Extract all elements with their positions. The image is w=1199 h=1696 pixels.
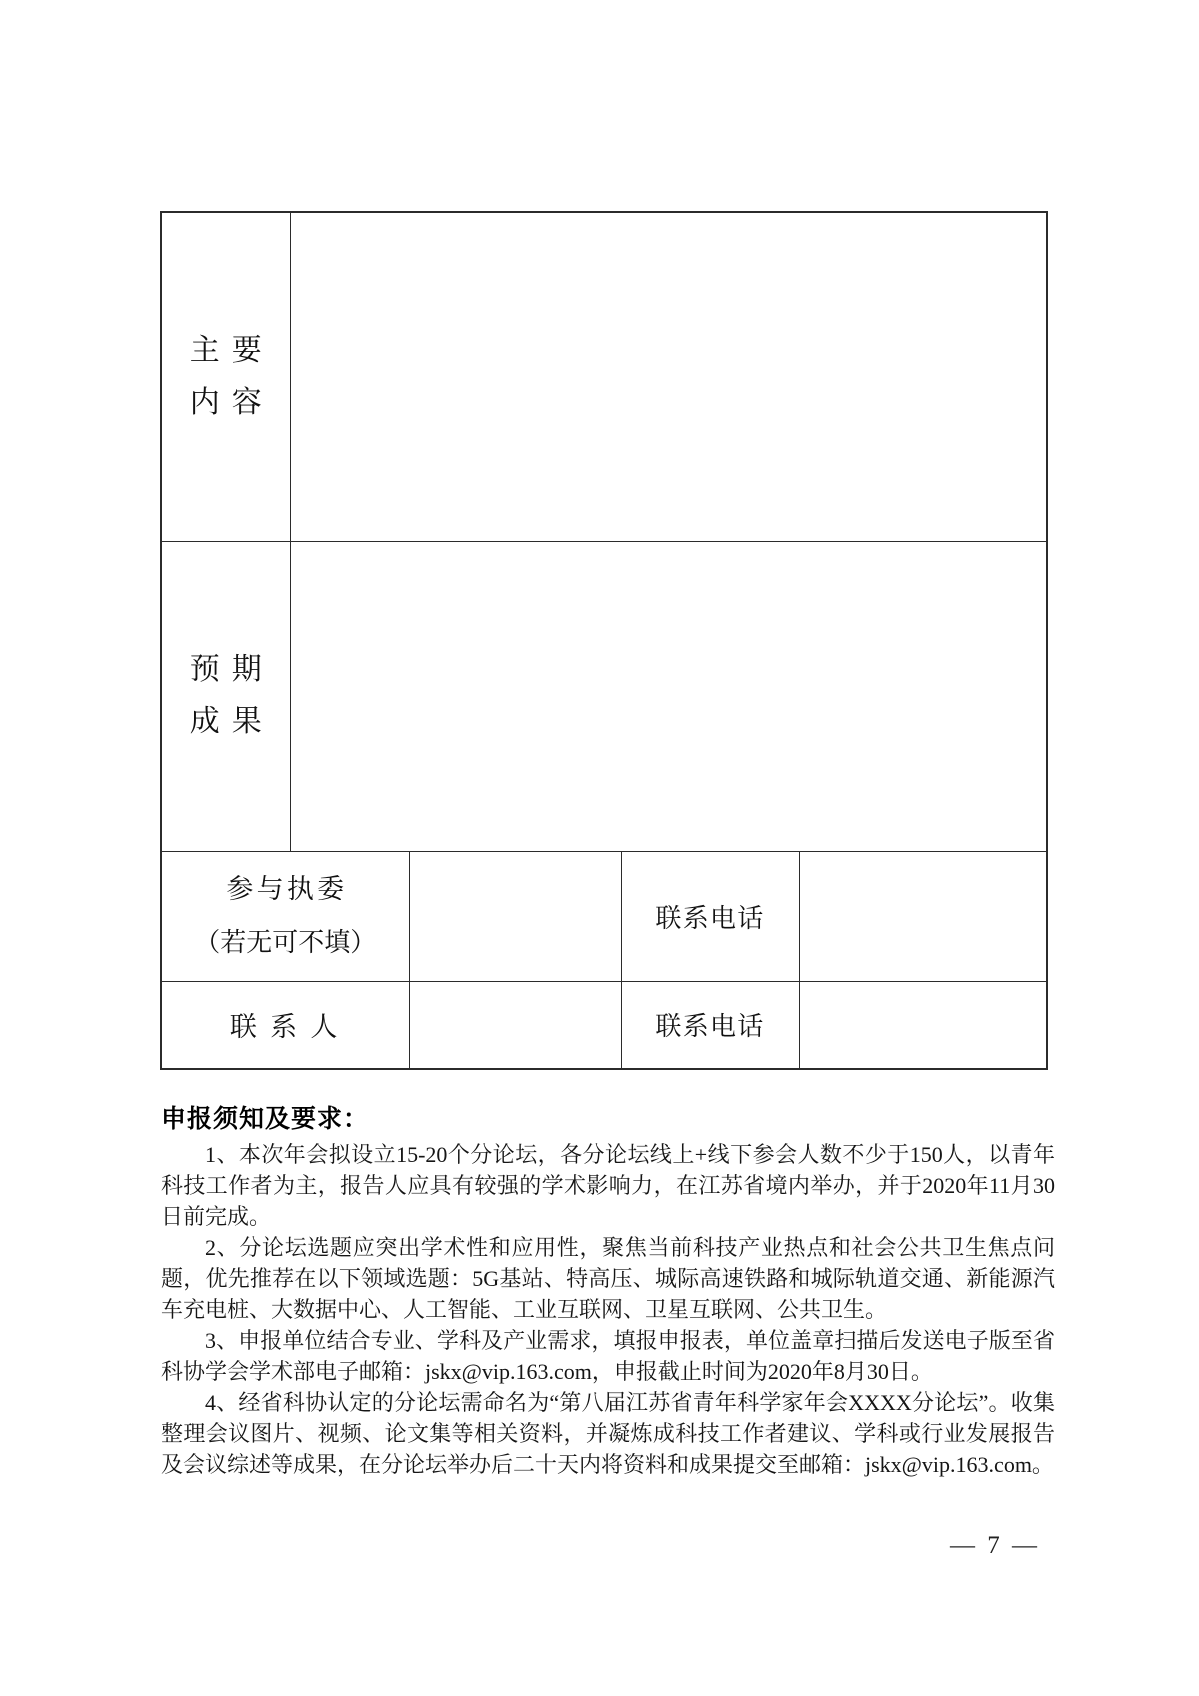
table-row-main-content (161, 212, 1047, 541)
note-paragraph-3: 3、申报单位结合专业、学科及产业需求，填报申报表，单位盖章扫描后发送电子版至省科协学会学术部电子邮箱：jskx@vip.163.com，申报截止时间为2020年8月30日。 (161, 1328, 1055, 1384)
note-paragraph-4: 4、经省科协认定的分论坛需命名为“第八届江苏省青年科学家年会XXXX分论坛”。收集整理会议图片、视频、论文集等相关资料，并凝炼成科技工作者建议、学科或行业发展报告及会议综述等成果，在分论坛举办后二十天内将资料和成果提交至邮箱：jskx@vip.163.com。 (161, 1390, 1055, 1477)
executive-committee-label-line1: 参与执委 (226, 874, 348, 904)
table-row-contact-person (161, 981, 1047, 1069)
contact-person-field[interactable] (409, 981, 621, 1069)
contact-person-label: 联 系 人 (161, 981, 409, 1069)
executive-committee-label-line2: （若无可不填） (194, 928, 377, 957)
main-content-label-line2: 内容 (189, 385, 274, 419)
notes-heading: 申报须知及要求： (161, 1105, 370, 1133)
executive-committee-label (161, 851, 409, 981)
expected-results-label (161, 541, 290, 851)
expected-results-field[interactable] (290, 541, 1047, 851)
contact-phone-label: 联系电话 (621, 981, 799, 1069)
main-content-label (161, 212, 290, 541)
main-content-field[interactable] (290, 212, 1047, 541)
executive-phone-field[interactable] (799, 851, 1047, 981)
expected-results-label-line1: 预期 (189, 653, 274, 686)
main-content-label-line1: 主要 (189, 333, 274, 367)
note-paragraph-1: 1、本次年会拟设立15-20个分论坛，各分论坛线上+线下参会人数不少于150人，以青年科技工作者为主，报告人应具有较强的学术影响力，在江苏省境内举办，并于2020年11月30日前完成。 (161, 1142, 1055, 1229)
executive-committee-field[interactable] (409, 851, 621, 981)
application-notes (161, 1103, 1055, 1480)
table-row-expected-results (161, 541, 1047, 851)
application-form-table (160, 211, 1048, 1070)
executive-phone-label: 联系电话 (621, 851, 799, 981)
expected-results-label-line2: 成果 (189, 705, 274, 738)
note-paragraph-2: 2、分论坛选题应突出学术性和应用性，聚焦当前科技产业热点和社会公共卫生焦点问题，优先推荐在以下领域选题：5G基站、特高压、城际高速铁路和城际轨道交通、新能源汽车充电桩、大数据中心、人工智能、工业互联网、卫星互联网、公共卫生。 (161, 1235, 1056, 1322)
table-row-executive-committee (161, 851, 1047, 981)
page-number: — 7 — (950, 1532, 1040, 1559)
contact-phone-field[interactable] (799, 981, 1047, 1069)
